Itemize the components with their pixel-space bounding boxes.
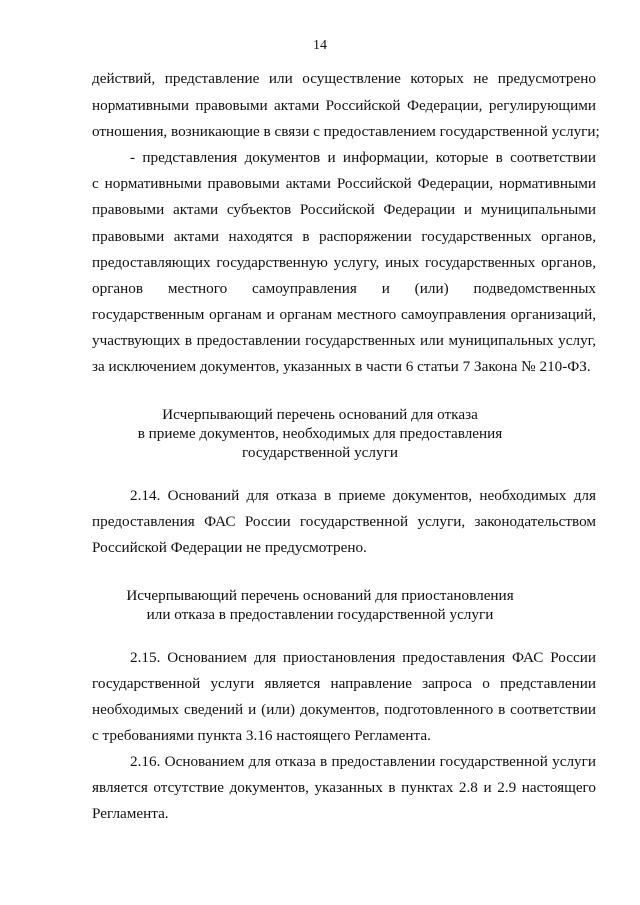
text-line: необходимых сведений и (или) документов, подготовленного в соответствии — [92, 701, 596, 718]
heading-line: Исчерпывающий перечень оснований для приостановления — [126, 587, 514, 604]
heading-line: государственной услуги — [242, 444, 398, 461]
text-line: государственным органам и органам местного самоуправления организаций, — [92, 306, 596, 323]
text-line: Регламента. — [92, 805, 169, 822]
heading-line: в приеме документов, необходимых для предоставления — [137, 425, 503, 442]
text-line: государственной услуги является направление запроса о представлении — [92, 675, 596, 692]
page-number: 14 — [313, 38, 327, 53]
text-line: правовыми актами субъектов Российской Федерации и муниципальными — [92, 201, 596, 218]
text-line: с требованиями пункта 3.16 настоящего Регламента. — [92, 727, 431, 744]
text-line: участвующих в предоставлении государственных или муниципальных услуг, — [92, 332, 596, 349]
text-line: 2.14. Оснований для отказа в приеме документов, необходимых для — [130, 487, 596, 504]
text-line: действий, представление или осуществление которых не предусмотрено — [92, 70, 596, 87]
heading-line: или отказа в предоставлении государственной услуги — [146, 606, 494, 623]
text-line: предоставления ФАС России государственной услуги, законодательством — [92, 513, 596, 530]
text-line: Российской Федерации не предусмотрено. — [92, 539, 367, 556]
text-line: является отсутствие документов, указанных в пунктах 2.8 и 2.9 настоящего — [92, 779, 596, 796]
text-line: 2.15. Основанием для приостановления предоставления ФАС России — [130, 649, 596, 666]
text-line: 2.16. Основанием для отказа в предоставлении государственной услуги — [130, 753, 596, 770]
text-line: предоставляющих государственную услугу, иных государственных органов, — [92, 254, 596, 271]
text-line: отношения, возникающие в связи с предоставлением государственной услуги; — [92, 123, 600, 140]
text-line: правовыми актами находятся в распоряжении государственных органов, — [92, 228, 596, 245]
text-line: - представления документов и информации, которые в соответствии — [130, 149, 596, 166]
text-line: с нормативными правовыми актами Российской Федерации, нормативными — [92, 175, 596, 192]
text-line: за исключением документов, указанных в части 6 статьи 7 Закона № 210-ФЗ. — [92, 358, 591, 375]
text-line: нормативными правовыми актами Российской Федерации, регулирующими — [92, 97, 596, 114]
text-line: органов местного самоуправления и (или) подведомственных — [92, 280, 596, 297]
heading-line: Исчерпывающий перечень оснований для отказа — [162, 406, 478, 423]
